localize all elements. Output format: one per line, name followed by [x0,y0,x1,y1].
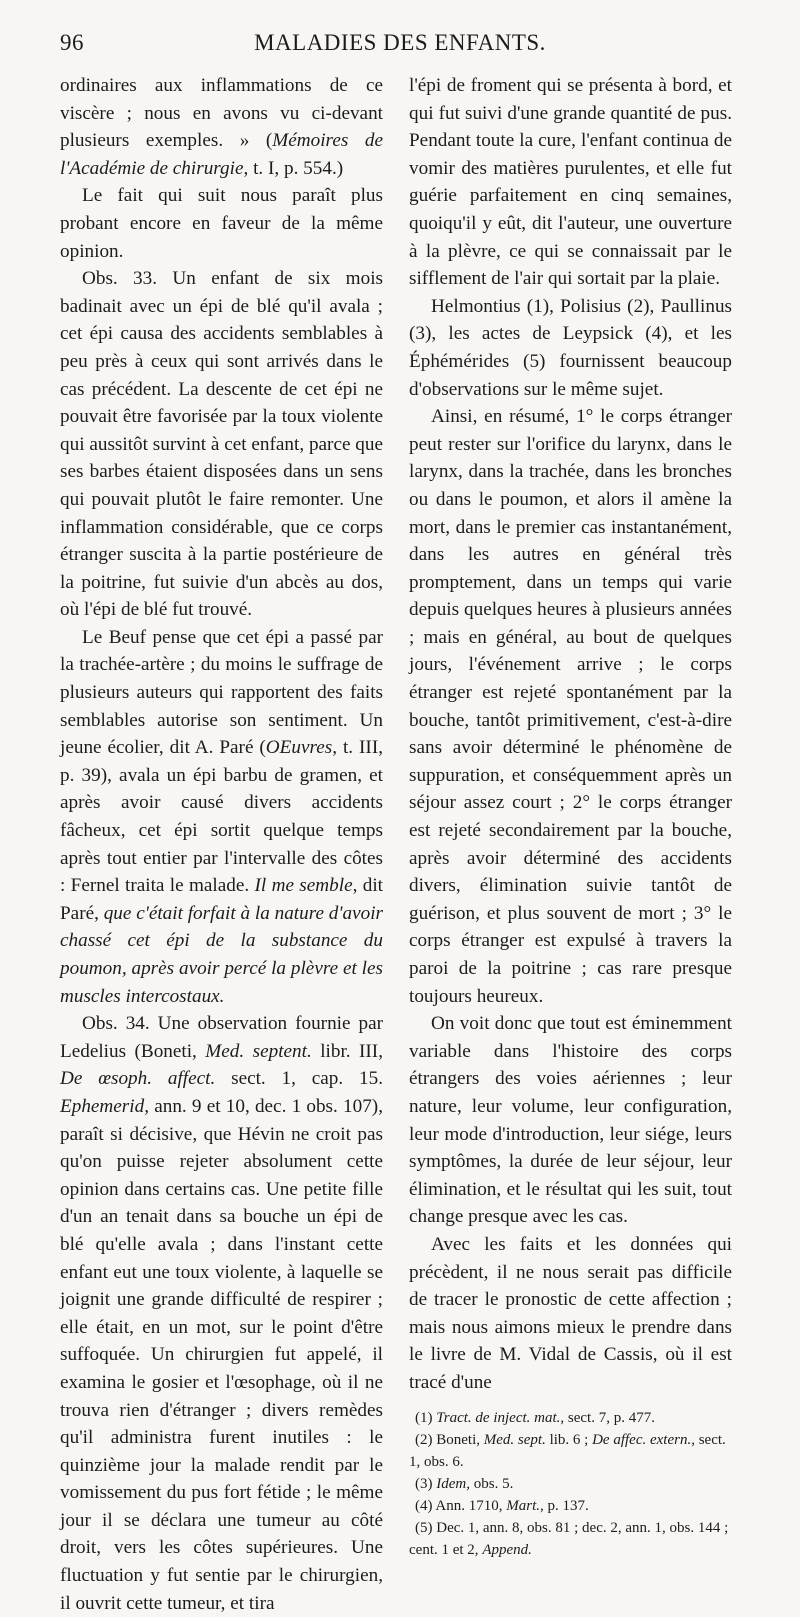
running-title: MALADIES DES ENFANTS. [254,30,546,55]
footnote: (2) Boneti, Med. sept. lib. 6 ; De affec. extern., sect. 1, obs. 6. [409,1431,726,1470]
footnote: (4) Ann. 1710, Mart., p. 137. [415,1497,589,1514]
paragraph: l'épi de froment qui se présenta à bord, et qui fut suivi d'une grande quantité de pus. Pendant toute la cure, l'enfant continua de vomir des matières purulentes, et elle fut guérie parfaitement en cinq semaines, quoiqu'il y eût, dit l'auteur, une ouverture à la plèvre, ce qui se connaissait par le sifflement de l'air qui sortait par la plaie. [409,75,732,290]
paragraph: Le fait qui suit nous paraît plus probant encore en faveur de la même opinion. [60,185,383,262]
footnote: (1) Tract. de inject. mat., sect. 7, p. 477. [415,1409,655,1426]
footnote: (5) Dec. 1, ann. 8, obs. 81 ; dec. 2, ann. 1, obs. 144 ; cent. 1 et 2, Append. [409,1519,729,1558]
paragraph: Avec les faits et les données qui précèdent, il ne nous serait pas difficile de tracer le pronostic de cette affection ; mais nous aimons mieux le prendre dans le livre de M. Vidal de Cassis, où il est tracé d'une [409,1233,732,1393]
observation-33: Obs. 33. Un enfant de six mois badinait avec un épi de blé qu'il avala ; cet épi causa des accidents semblables à peu près à ceux qui sont arrivés dans le cas précédent. La descente de cet épi ne pouvait être favorisée par la toux violente qui aussitôt survint à cet enfant, parce que ses barbes étaient disposées dans un sens qui pouvait plutôt le faire remonter. Une inflammation considérable, que ce corps étranger suscita à la partie postérieure de la poitrine, fut suivie d'un abcès au dos, où l'épi de blé fut trouvé. [60,268,383,621]
page-number: 96 [60,30,84,55]
paragraph: Helmontius (1), Polisius (2), Paullinus (3), les actes de Leypsick (4), et les Éphémérides (5) fournissent beaucoup d'observations sur le même sujet. [409,295,732,400]
observation-34: Obs. 34. Une observation fournie par Ledelius (Boneti, Med. septent. libr. III, De œsoph. affect. sect. 1, cap. 15. Ephemerid, ann. 9 et 10, dec. 1 obs. 107), paraît si décisive, que Hévin ne croit pas qu'on puisse rejeter absolument cette opinion dans certains cas. Une petite fille d'un an tenait dans sa bouche un épi de blé qu'elle avala ; dans l'instant cette enfant eut une toux violente, à laquelle se joignit une grande difficulté de respirer ; elle était, en un mot, sur le point d'être suffoquée. Un chirurgien fut appelé, il examina le gosier et l'œsophage, où il ne trouva rien d'étranger ; divers remèdes qu'il administra furent inutiles : le quinzième jour la malade rendit par le vomissement du pus fort fétide ; le même jour il se déclara une tumeur au côté droit, vers les côtes supérieures. Une fluctuation y fut sentie par le chirurgien, il ouvrit cette tumeur, et tira [60,1013,383,1614]
paragraph: ordinaires aux inflammations de ce viscère ; nous en avons vu ci-devant plusieurs exemples. » (Mémoires de l'Académie de chirurgie, t. I, p. 554.) [60,75,383,179]
paragraph: Le Beuf pense que cet épi a passé par la trachée-artère ; du moins le suffrage de plusieurs auteurs qui rapportent des faits semblables autorise son sentiment. Un jeune écolier, dit A. Paré (OEuvres, t. III, p. 39), avala un épi barbu de gramen, et après avoir causé divers accidents fâcheux, cet épi sortit quelque temps après tout entier par l'intervalle des côtes : Fernel traita le malade. Il me semble, dit Paré, que c'était forfait à la nature d'avoir chassé cet épi de la substance du poumon, après avoir percé la plèvre et les muscles intercostaux. [60,626,384,1007]
footnote: (3) Idem, obs. 5. [415,1475,514,1492]
left-column [60,72,383,1617]
right-column [409,72,732,1561]
footnotes [409,1407,732,1561]
paragraph: On voit donc que tout est éminemment variable dans l'histoire des corps étrangers des voies aériennes ; leur nature, leur volume, leur configuration, leur mode d'introduction, leur siége, leurs symptômes, la durée de leur séjour, leur élimination, et le résultat qui les suit, tout change presque avec les cas. [409,1013,732,1228]
summary-paragraph: Ainsi, en résumé, 1° le corps étranger peut rester sur l'orifice du larynx, dans le larynx, dans la trachée, dans les bronches ou dans le poumon, et alors il amène la mort, dans le premier cas instantanément, dans les autres en général très promptement, dans un temps qui varie depuis quelques heures à plusieurs années ; mais en général, au bout de quelques jours, l'événement arrive ; le corps étranger est rejeté spontanément par la bouche, tantôt primitivement, c'est-à-dire sans avoir déterminé le phénomène de suppuration, et conséquemment après un séjour assez court ; 2° le corps étranger est rejeté secondairement par la bouche, après avoir déterminé des accidents divers, élimination suivie tantôt de guérison, et plus souvent de mort ; 3° le corps étranger est expulsé à travers la paroi de la poitrine ; cas rare presque toujours heureux. [409,406,732,1007]
